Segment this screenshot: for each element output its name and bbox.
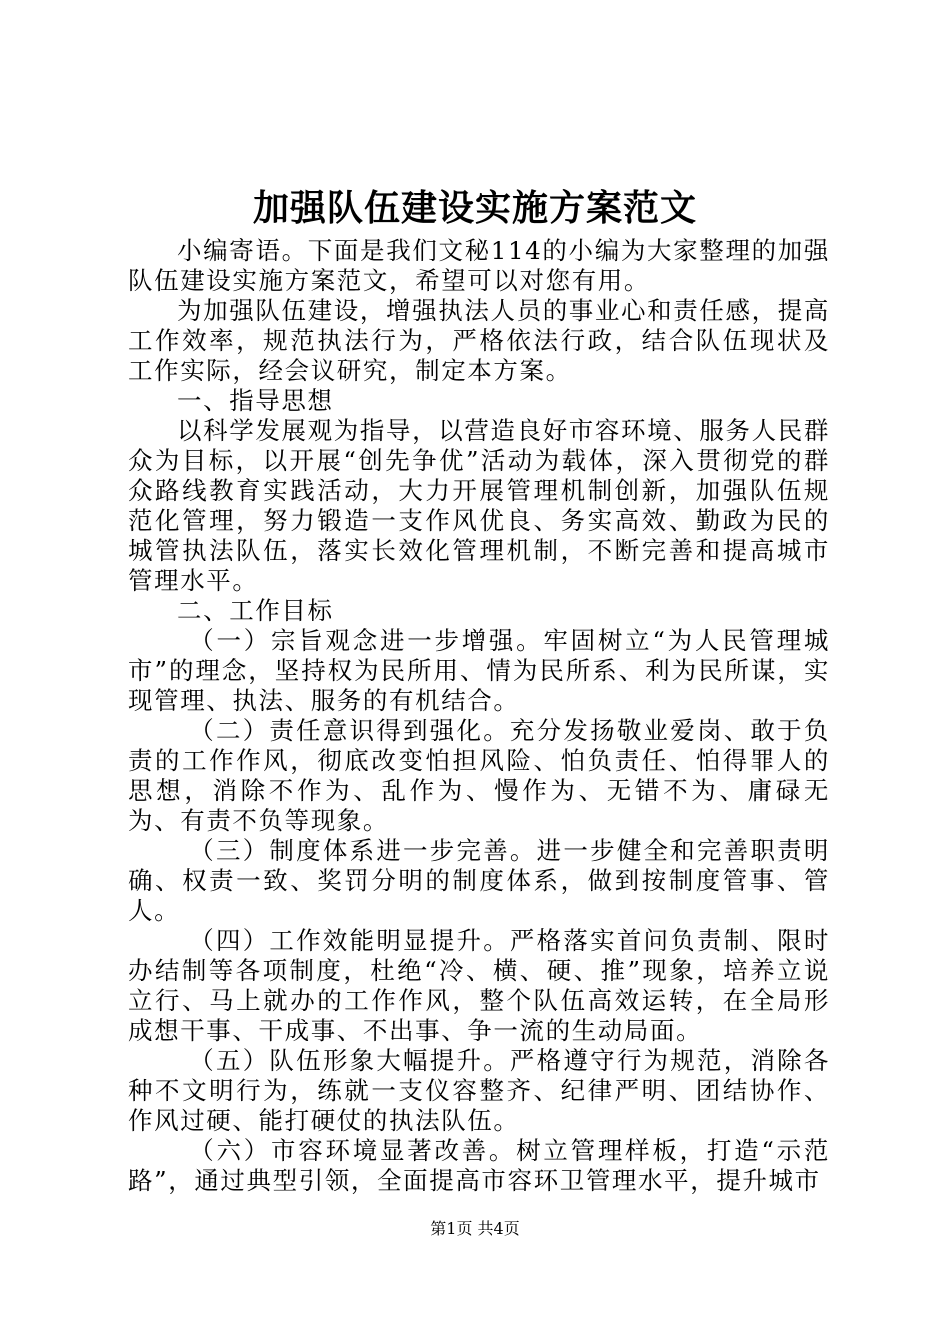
document-title: 加强队伍建设实施方案范文 bbox=[252, 187, 697, 229]
paragraph-goal-1: （一）宗旨观念进一步增强。牢固树立“为人民管理城市”的理念，坚持权为民所用、情为民所系、利为民所谋，实现管理、执法、服务的有机结合。 bbox=[128, 626, 830, 715]
section-heading-work-goals: 二、工作目标 bbox=[177, 596, 334, 625]
paragraph-goal-6: （六）市容环境显著改善。树立管理样板，打造“示范路”，通过典型引领，全面提高市容环卫管理水平，提升城市 bbox=[128, 1136, 830, 1195]
paragraph-goal-3: （三）制度体系进一步完善。进一步健全和完善职责明确、权责一致、奖罚分明的制度体系，做到按制度管事、管人。 bbox=[128, 836, 830, 925]
paragraph-purpose: 为加强队伍建设，增强执法人员的事业心和责任感，提高工作效率，规范执法行为，严格依法行政，结合队伍现状及工作实际，经会议研究，制定本方案。 bbox=[128, 296, 830, 385]
document-body bbox=[128, 236, 830, 1196]
paragraph-intro: 小编寄语。下面是我们文秘114的小编为大家整理的加强队伍建设实施方案范文，希望可以对您有用。 bbox=[128, 236, 830, 295]
paragraph-goal-2: （二）责任意识得到强化。充分发扬敬业爱岗、敢于负责的工作作风，彻底改变怕担风险、怕负责任、怕得罪人的思想，消除不作为、乱作为、慢作为、无错不为、庸碌无为、有责不负等现象。 bbox=[128, 716, 830, 835]
page-number-footer: 第1页 共4页 bbox=[430, 1219, 520, 1238]
section-heading-guiding-ideology: 一、指导思想 bbox=[177, 386, 334, 415]
paragraph-goal-5: （五）队伍形象大幅提升。严格遵守行为规范，消除各种不文明行为，练就一支仪容整齐、纪律严明、团结协作、作风过硬、能打硬仗的执法队伍。 bbox=[128, 1046, 830, 1135]
paragraph-guiding-ideology: 以科学发展观为指导，以营造良好市容环境、服务人民群众为目标，以开展“创先争优”活动为载体，深入贯彻党的群众路线教育实践活动，大力开展管理机制创新，加强队伍规范化管理，努力锻造一支作风优良、务实高效、勤政为民的城管执法队伍，落实长效化管理机制，不断完善和提高城市管理水平。 bbox=[128, 416, 830, 595]
paragraph-goal-4: （四）工作效能明显提升。严格落实首问负责制、限时办结制等各项制度，杜绝“冷、横、硬、推”现象，培养立说立行、马上就办的工作作风，整个队伍高效运转，在全局形成想干事、干成事、不出事、争一流的生动局面。 bbox=[128, 926, 830, 1045]
